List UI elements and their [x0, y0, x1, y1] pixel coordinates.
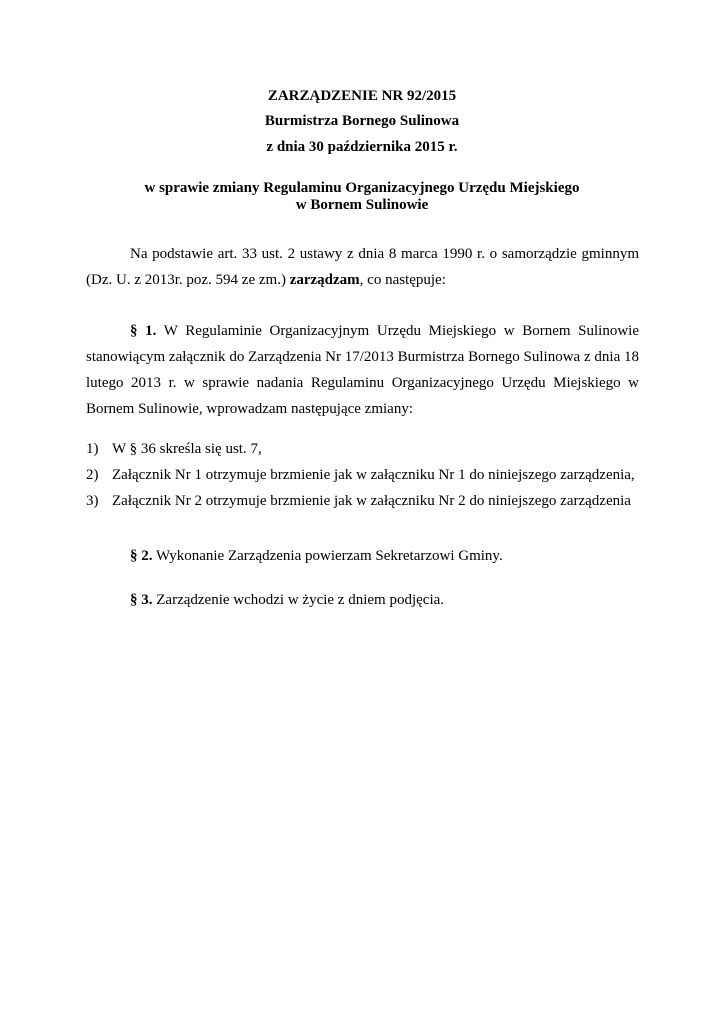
- document-subject-line-2: w Bornem Sulinowie: [295, 197, 429, 213]
- document-issuer: Burmistrza Bornego Sulinowa: [264, 113, 460, 129]
- legal-basis-text: Na podstawie art. 33 ust. 2 ustawy z dnia 8 marca 1990 r. o samorządzie gminnym (Dz. U. z 2013r. poz. 594 ze zm.): [86, 246, 639, 288]
- section-1-mark: § 1.: [130, 323, 157, 339]
- changes-list: [86, 436, 639, 514]
- list-item: [86, 488, 639, 514]
- legal-basis-paragraph: [86, 241, 639, 293]
- section-3-paragraph: [130, 587, 444, 613]
- section-3-text: Zarządzenie wchodzi w życie z dniem podjęcia.: [152, 592, 445, 608]
- document-subject-line-1: w sprawie zmiany Regulaminu Organizacyjnego Urzędu Miejskiego: [144, 180, 580, 196]
- document-title: ZARZĄDZENIE NR 92/2015: [267, 88, 457, 104]
- legal-basis-tail: , co następuje:: [359, 272, 446, 288]
- list-item-text: Załącznik Nr 2 otrzymuje brzmienie jak w załączniku Nr 2 do niniejszego zarządzenia: [112, 493, 631, 509]
- list-item: [86, 462, 639, 488]
- section-2-mark: § 2.: [130, 548, 153, 564]
- section-3-mark: § 3.: [130, 592, 153, 608]
- legal-basis-bold: zarządzam: [289, 272, 360, 288]
- section-2-text: Wykonanie Zarządzenia powierzam Sekretarzowi Gminy.: [152, 548, 503, 564]
- list-item-number: 3): [86, 493, 99, 509]
- section-1-text: W Regulaminie Organizacyjnym Urzędu Miejskiego w Bornem Sulinowie stanowiącym załącznik do Zarządzenia Nr 17/2013 Burmistrza Bornego Sulinowa z dnia 18 lutego 2013 r. w sprawie nadania Regulaminu Organizacyjnego Urzędu Miejskiego w Bornem Sulinowie, wprowadzam następujące zmiany:: [86, 323, 640, 417]
- list-item: [86, 436, 639, 462]
- list-item-text: W § 36 skreśla się ust. 7,: [112, 441, 262, 457]
- document-date: z dnia 30 października 2015 r.: [266, 139, 458, 155]
- list-item-number: 1): [86, 441, 99, 457]
- list-item-text: Załącznik Nr 1 otrzymuje brzmienie jak w załączniku Nr 1 do niniejszego zarządzenia,: [112, 467, 635, 483]
- section-1-paragraph: [86, 318, 639, 422]
- list-item-number: 2): [86, 467, 99, 483]
- section-2-paragraph: [130, 543, 503, 569]
